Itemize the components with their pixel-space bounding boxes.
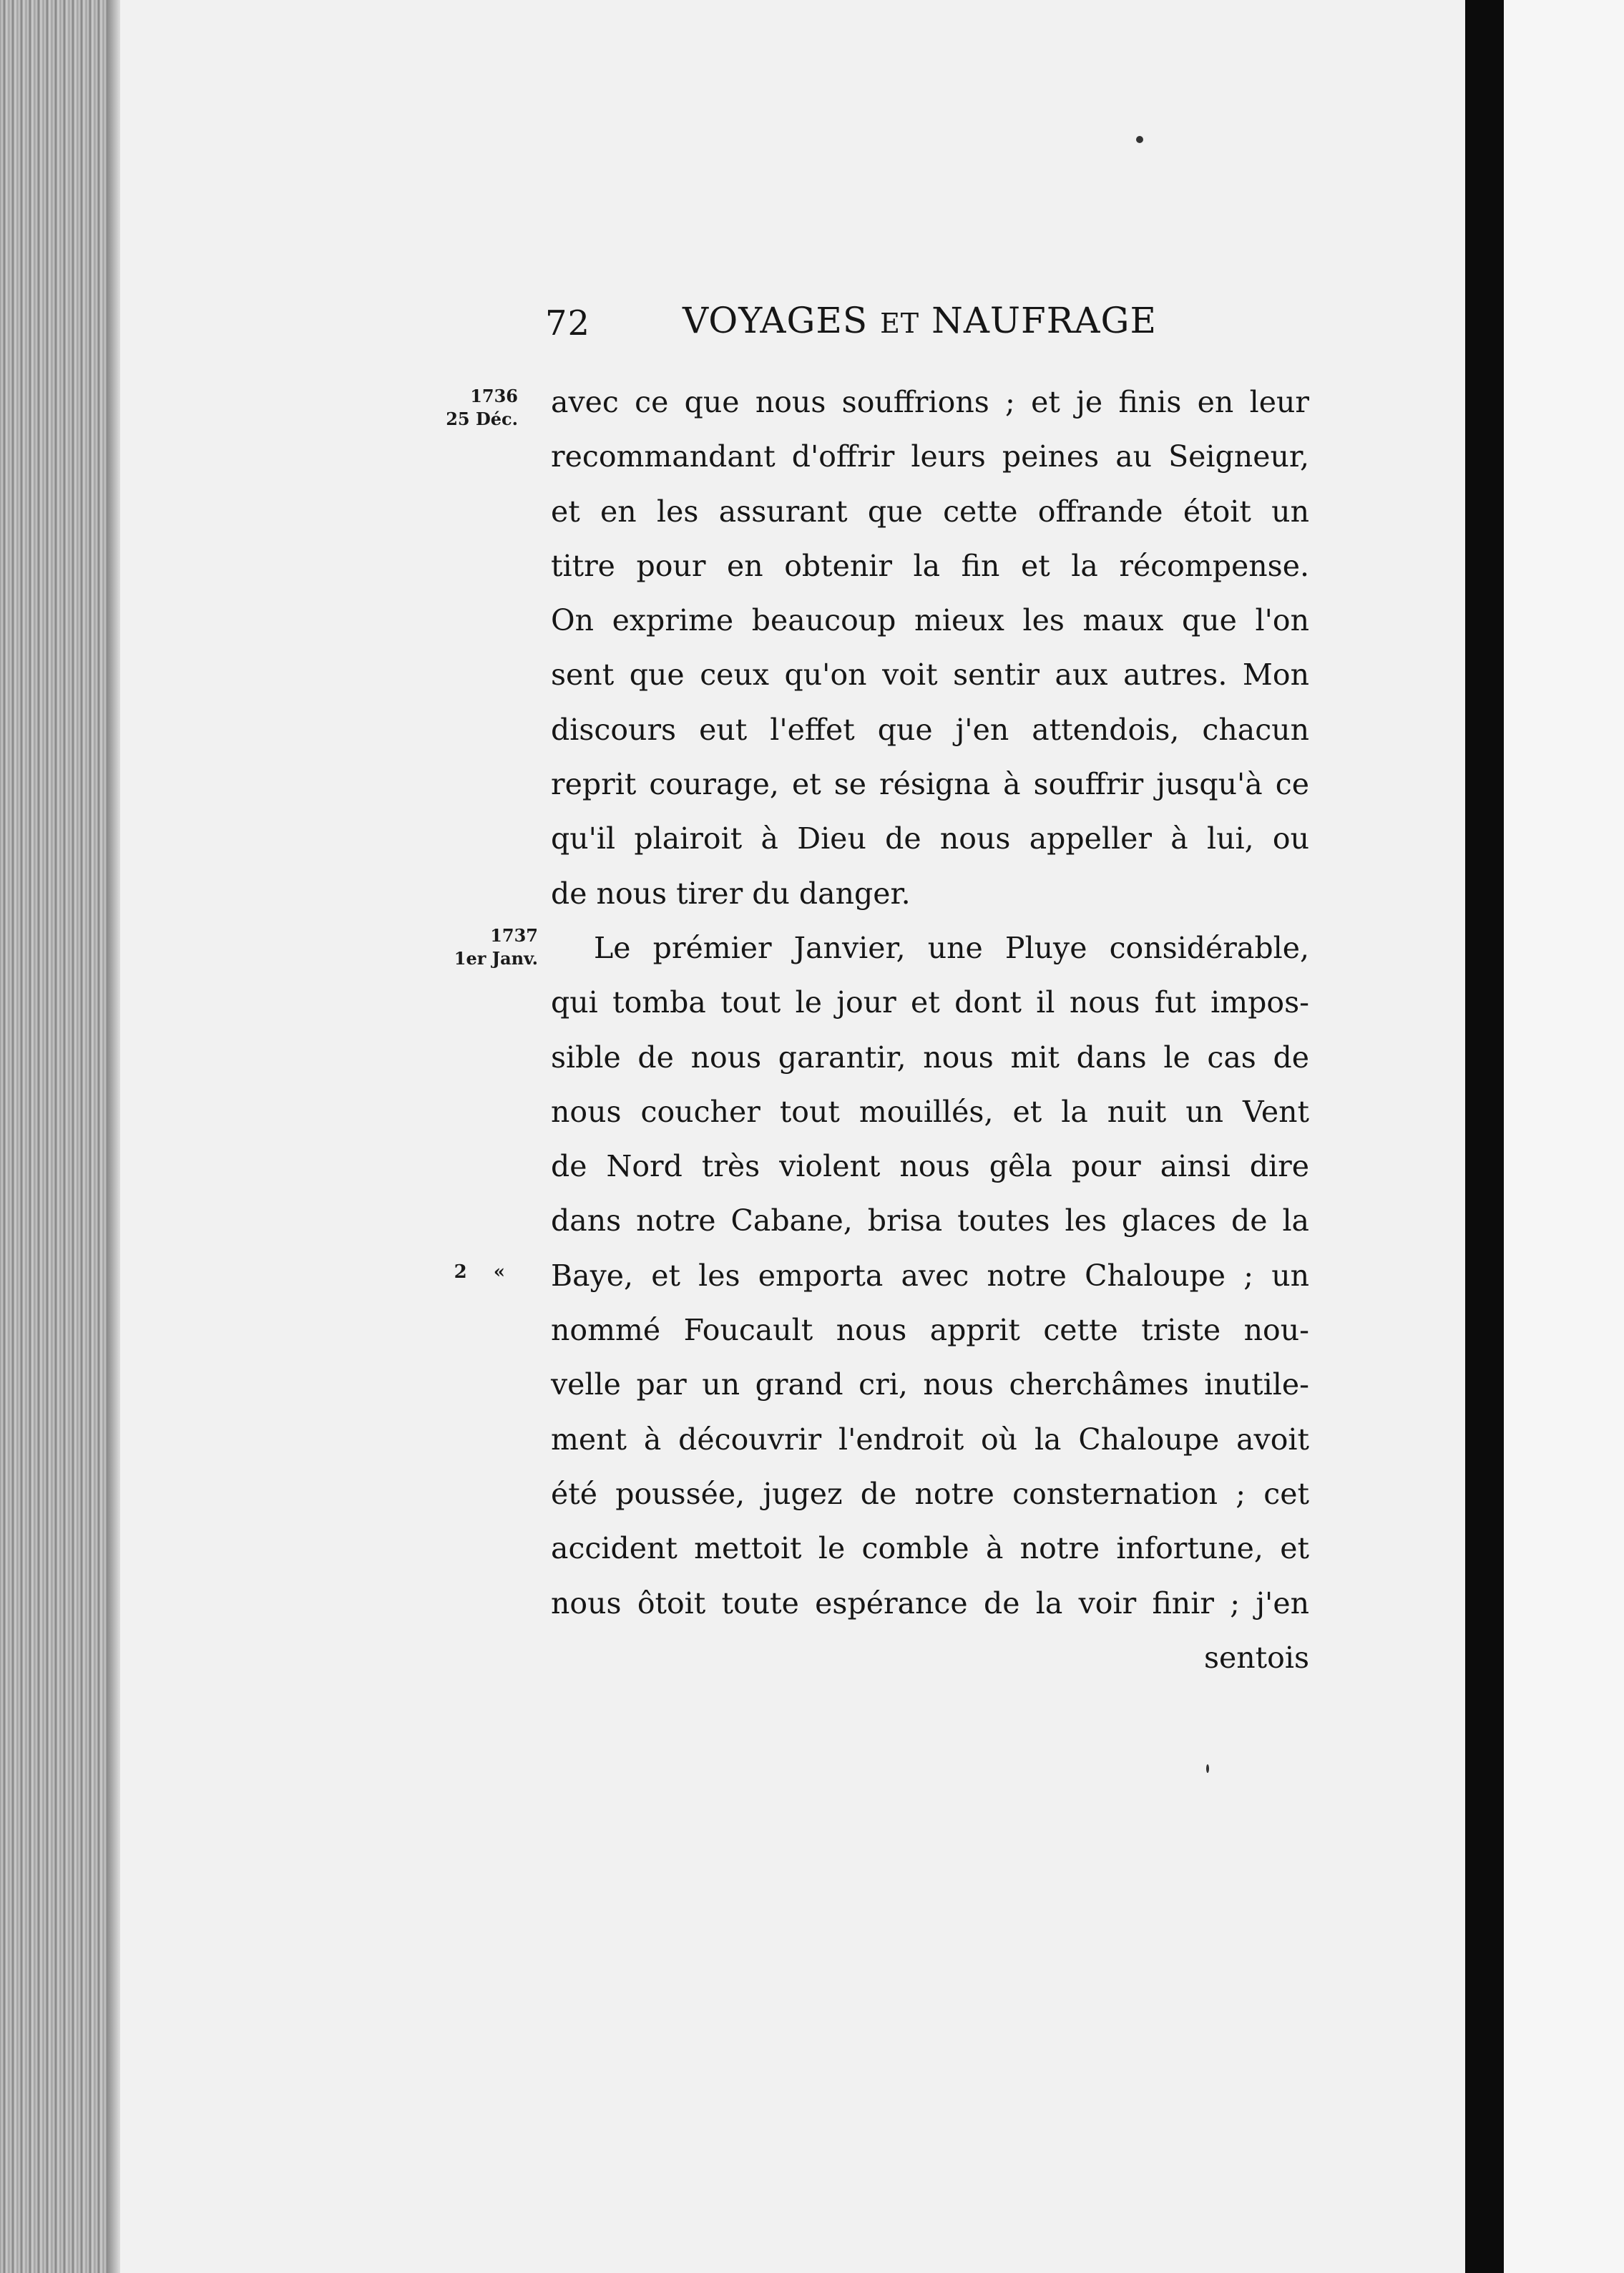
text-line: Le prémier Janvier, une Pluye considérable, (594, 930, 1309, 965)
running-head (545, 292, 1189, 349)
margin-date-1737 (426, 924, 538, 970)
text-line: dans notre Cabane, brisa toutes les glaces de la (551, 1203, 1309, 1238)
text-line: Baye, et les emporta avec notre Chaloupe ; un (551, 1258, 1309, 1293)
text-line: reprit courage, et se résigna à souffrir jusqu'à ce (551, 767, 1309, 802)
ink-speck (1136, 136, 1143, 143)
ink-speck (1206, 1764, 1209, 1773)
text-line: recommandant d'offrir leurs peines au Seigneur, (551, 439, 1309, 474)
text-line: nommé Foucault nous apprit cette triste nou- (551, 1313, 1309, 1348)
text-line: sent que ceux qu'on voit sentir aux autres. Mon (551, 658, 1309, 693)
text-line: de nous tirer du danger. (551, 876, 911, 911)
text-line: sible de nous garantir, nous mit dans le cas de (551, 1040, 1309, 1075)
text-line: ment à découvrir l'endroit où la Chaloupe avoit (551, 1422, 1309, 1457)
margin-date-1736 (426, 385, 518, 431)
text-line: On exprime beaucoup mieux les maux que l'on (551, 603, 1309, 638)
margin-day: 1er Janv. (454, 948, 538, 969)
margin-year: 1737 (490, 925, 538, 946)
text-line: titre pour en obtenir la fin et la récompense. (551, 548, 1309, 583)
running-title-word-1: VOYAGES (683, 300, 869, 341)
page-edge-shadow (107, 0, 122, 2273)
text-line: de Nord très violent nous gêla pour ainsi dire (551, 1149, 1309, 1184)
text-line: discours eut l'effet que j'en attendois, chacun (551, 712, 1309, 747)
margin-day: 2 « (454, 1261, 515, 1283)
margin-year: 1736 (470, 386, 518, 406)
margin-day: 25 Déc. (446, 409, 518, 429)
running-title (683, 292, 1157, 352)
catchword: sentois (1203, 1640, 1309, 1675)
body-text (551, 375, 1309, 1685)
text-line: qui tomba tout le jour et dont il nous fut impos- (551, 985, 1309, 1020)
margin-date-2-jan (444, 1261, 515, 1284)
page-number: 72 (545, 303, 591, 343)
book-gutter (1465, 0, 1504, 2273)
text-line: velle par un grand cri, nous cherchâmes inutile- (551, 1367, 1309, 1402)
text-line: avec ce que nous souffrions ; et je finis en leur (551, 385, 1309, 419)
text-line: été poussée, jugez de notre consternation ; cet (551, 1476, 1309, 1511)
book-page-edges (0, 0, 114, 2273)
facing-page-strip (1504, 0, 1624, 2273)
running-title-word-2: NAUFRAGE (931, 300, 1157, 341)
text-line: et en les assurant que cette offrande étoit un (551, 494, 1309, 529)
running-title-connector: ET (880, 308, 920, 339)
text-line: nous coucher tout mouillés, et la nuit un Vent (551, 1094, 1309, 1129)
text-line: qu'il plairoit à Dieu de nous appeller à lui, ou (551, 821, 1309, 856)
text-line: nous ôtoit toute espérance de la voir finir ; j'en (551, 1585, 1309, 1621)
text-line: accident mettoit le comble à notre infortune, et (551, 1531, 1309, 1566)
